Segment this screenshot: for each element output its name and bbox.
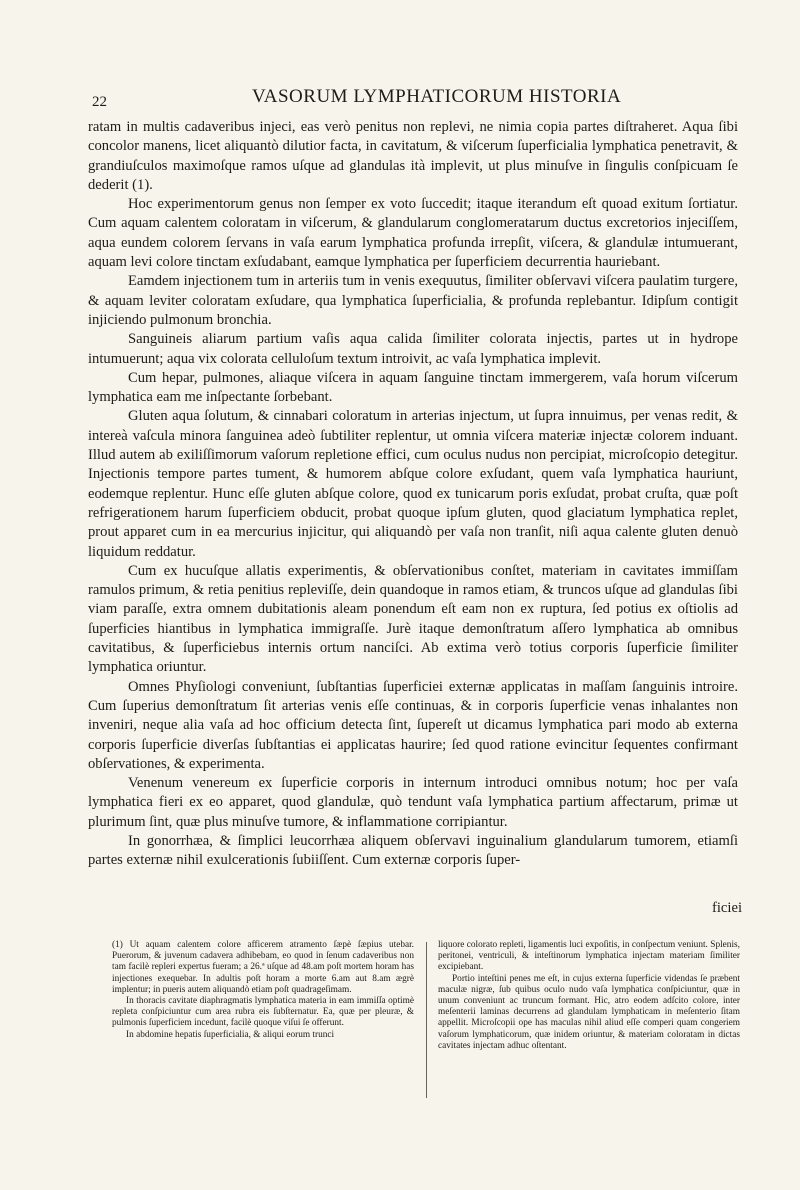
footnotes [112, 940, 740, 1100]
paragraph: In gonorrhæa, & ſimplici leucorrhæa aliquem obſervavi inguinalium glandularum tumorem, etiamſi partes externæ nihil exulcerationis ſubiiſſent. Cum externæ corporis ſuper- [88, 832, 738, 869]
page-header [92, 86, 732, 116]
paragraph: Sanguineis aliarum partium vaſis aqua calida ſimiliter colorata injectis, partes ut in hydrope intumuerunt; aqua vix colorata celluloſum textum introivit, ac vaſa lymphatica implevit. [88, 331, 738, 367]
paragraph: Gluten aqua ſolutum, & cinnabari coloratum in arterias injectum, ut ſupra innuimus, per venas redit, & intereà vaſcula minora ſanguinea adeò ſubtiliter replentur, ut omnia viſcera materiæ injectæ colorem induant. Illud autem ab exiliſſimorum vaſorum repletione effici, cum oculus nudus non percipiat, microſcopio detegitur. Injectionis tempore partes tument, & humorem abſque colore exſudant, quem vaſa lymphatica hauriunt, eodemque replentur. Hunc eſſe gluten abſque colore, quod ex tunicarum poris exſudat, probat cruſta, quæ poſt refrigerationem harum ſuperficiem obducit, probat quoque ipſum gluten, quod glaciatum lymphatica replet, prout apparet cum in ea mercurius injicitur, qui aliquandò per vaſa non tranſit, niſi aqua calente gluten denuò liquidum reddatur. [88, 408, 738, 560]
main-text [88, 118, 738, 871]
paragraph: Hoc experimentorum genus non ſemper ex voto ſuccedit; itaque iterandum eſt quoad exitum ſortiatur. Cum aquam calentem coloratam in viſcerum, & glandularum conglomeratarum ductus excretorios injeciſſem, aqua eundem colorem ſervans in vaſa earum lymphatica profunda irrepſit, viſcera, & glandulæ intumuerant, aquam levi colore tinctam exſudabant, eamque lymphatica per ſuperficiem decurrentia hauriebant. [88, 196, 738, 271]
footnote-paragraph: In thoracis cavitate diaphragmatis lymphatica materia in eam immiſſa optimè repleta conſpiciuntur cum area rubra eis ſubſternatur. Ea, quæ per pleuræ, & pulmonis ſuperficiem incedunt, facilè quoque viſui ſe offerunt. [112, 996, 414, 1029]
footnote-column-right [438, 940, 740, 1100]
footnote-column-left [112, 940, 414, 1100]
footnote-paragraph: (1) Ut aquam calentem colore afficerem atramento ſæpè ſæpius utebar. Puerorum, & juvenum cadavera adhibebam, eo quod in ſenum cadaveribus non tam facilè repleri expertus fueram; a 26.ª uſque ad 48.am poſt mortem horam has injectiones exequebar. In adultis poſt horam a morte 6.am aut 8.am ægrè implentur; in pueris autem aliquandò etiam poſt quadrageſimam. [112, 940, 414, 995]
column-divider [426, 942, 427, 1098]
running-title: VASORUM LYMPHATICORUM HISTORIA [252, 86, 622, 107]
paragraph: Venenum venereum ex ſuperficie corporis in internum introduci omnibus notum; hoc per vaſa lymphatica fieri ex eo apparet, quod glandulæ, quò tendunt vaſa lymphatica partium affectarum, primæ ut plurimum ſint, quæ plus minuſve tumore, & inflammatione corripiantur. [88, 775, 738, 830]
catchword: ficiei [712, 900, 742, 916]
footnote-paragraph: liquore colorato repleti, ligamentis luci expoſitis, in conſpectum veniunt. Splenis, peritonei, ventriculi, & inteſtinorum lymphatica injectam materiam ſimiliter excipiebant. [438, 940, 740, 973]
paragraph: Cum ex hucuſque allatis experimentis, & obſervationibus conſtet, materiam in cavitates immiſſam ramulos primum, & retia penitius repleviſſe, dein quandoque in ramos etiam, & truncos uſque ad glandulas ſibi viam paraſſe, extra omnem dubitationis aleam ponendum eſt eam non ex ruptura, ſed potius ex oſtiolis ad ſuperficies hiantibus in lymphatica immigraſſe. Jurè itaque demonſtratum aſſero lymphatica ab omnibus cavitatibus, & ſuperficiebus internis ortum nanciſci. Ab extima verò totius corporis ſuperficie ſimiliter lymphatica oriuntur. [88, 562, 738, 676]
paragraph: ratam in multis cadaveribus injeci, eas verò penitus non replevi, ne nimia copia partes diſtraheret. Aqua ſibi concolor manens, licet aliquantò dilutior facta, in cavitatum, & viſcerum ſuperficialia lymphatica penetravit, & grandiuſculos maximoſque ramos uſque ad glandulas ità implevit, ut plus minuſve in ſingulis conſpicuam ſe dederit (1). [88, 119, 738, 193]
page-number: 22 [92, 94, 107, 110]
paragraph: Eamdem injectionem tum in arteriis tum in venis exequutus, ſimiliter obſervavi viſcera paulatim turgere, & aquam leviter coloratam exſudare, qua lymphatica ſuperficialia, & profunda replebantur. Idipſum contigit injiciendo pulmonum bronchia. [88, 273, 738, 328]
footnote-paragraph: In abdomine hepatis ſuperficialia, & aliqui eorum trunci [126, 1029, 335, 1040]
paragraph: Cum hepar, pulmones, aliaque viſcera in aquam ſanguine tinctam immergerem, vaſa horum viſcerum lymphatica eam me inſpectante ſorbebant. [88, 369, 738, 406]
paragraph: Omnes Phyſiologi conveniunt, ſubſtantias ſuperficiei externæ applicatas in maſſam ſanguinis introire. Cum ſuperius demonſtratum ſit arterias venis eſſe continuas, & in corporis ſuperficie venas inhalantes non inveniri, neque alia vaſa ad hoc officium detecta ſint, ſupereſt ut dicamus lymphatica pari modo ab externa corporis ſuperficie diverſas ſubſtantias ei applicatas haurire; ſed quod ratione evincitur ſequentes confirmant obſervationes, & experimenta. [88, 678, 738, 772]
footnote-paragraph: Portio inteſtini penes me eſt, in cujus externa ſuperficie videndas ſe præbent maculæ nigræ, ſub quibus oculo nudo vaſa lymphatica conſpiciuntur, quæ in unum conveniunt ac truncum formant. Hic, atro eodem adſcito colore, inter meſenterii laminas decurrens ad glandulam lymphaticam in meſenterio ſitam appellit. Microſcopii ope has maculas nihil aliud eſſe comperi quam congeriem vaſorum lymphaticorum, quæ inidem oriuntur, & materiam coloratam in dictas cavitates injectam adhuc oſtentant. [438, 973, 740, 1051]
